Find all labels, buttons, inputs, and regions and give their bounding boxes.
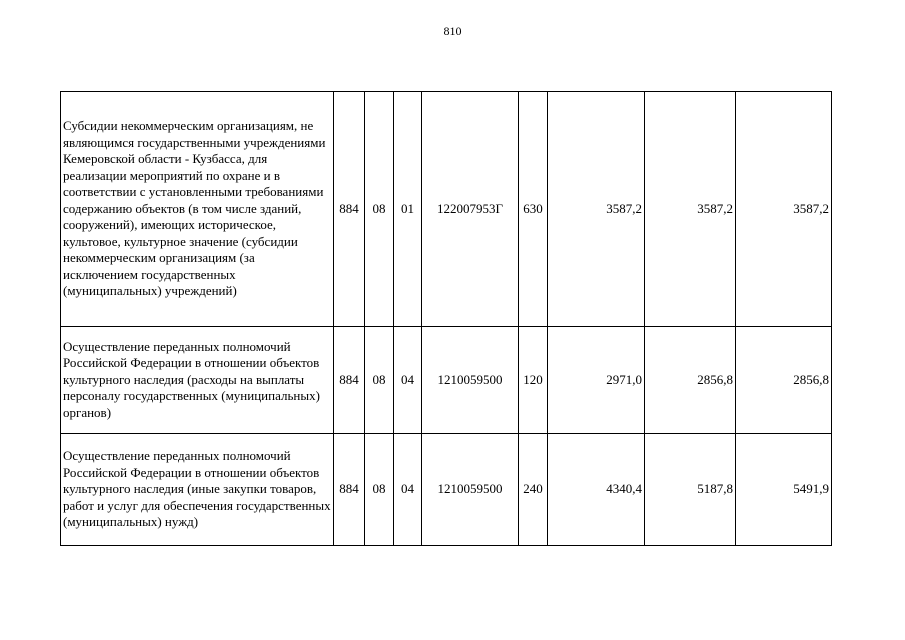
expense-type-code: 120 [519, 327, 548, 434]
section-code: 08 [365, 327, 394, 434]
sum-year-1: 4340,4 [548, 434, 645, 546]
target-article-code: 1210059500 [422, 327, 519, 434]
ministry-code: 884 [334, 434, 365, 546]
row-description: Субсидии некоммерческим организациям, не являющимся государственными учреждениями Кемеровской области - Кузбасса, для реализации мероприятий по охране и в соответствии с установленными требованиями содержанию объектов (в том числе зданий, сооружений), имеющих историческое, культовое, культурное значение (субсидии некоммерческим организациям (за исключением государственных (муниципальных) учреждений) [61, 92, 334, 327]
sum-year-3: 2856,8 [736, 327, 832, 434]
section-code: 08 [365, 92, 394, 327]
ministry-code: 884 [334, 327, 365, 434]
budget-table [60, 91, 832, 546]
sum-year-2: 3587,2 [645, 92, 736, 327]
sum-year-2: 2856,8 [645, 327, 736, 434]
sum-year-3: 5491,9 [736, 434, 832, 546]
subsection-code: 04 [394, 434, 422, 546]
table-row [61, 434, 832, 546]
sum-year-3: 3587,2 [736, 92, 832, 327]
page-number: 810 [443, 24, 462, 38]
subsection-code: 04 [394, 327, 422, 434]
expense-type-code: 240 [519, 434, 548, 546]
table-row [61, 327, 832, 434]
sum-year-1: 2971,0 [548, 327, 645, 434]
sum-year-2: 5187,8 [645, 434, 736, 546]
target-article-code: 1210059500 [422, 434, 519, 546]
section-code: 08 [365, 434, 394, 546]
table-row [61, 92, 832, 327]
expense-type-code: 630 [519, 92, 548, 327]
target-article-code: 122007953Г [422, 92, 519, 327]
row-description: Осуществление переданных полномочий Российской Федерации в отношении объектов культурного наследия (иные закупки товаров, работ и услуг для обеспечения государственных (муниципальных) нужд) [61, 434, 334, 546]
sum-year-1: 3587,2 [548, 92, 645, 327]
row-description: Осуществление переданных полномочий Российской Федерации в отношении объектов культурного наследия (расходы на выплаты персоналу государственных (муниципальных) органов) [61, 327, 334, 434]
subsection-code: 01 [394, 92, 422, 327]
ministry-code: 884 [334, 92, 365, 327]
